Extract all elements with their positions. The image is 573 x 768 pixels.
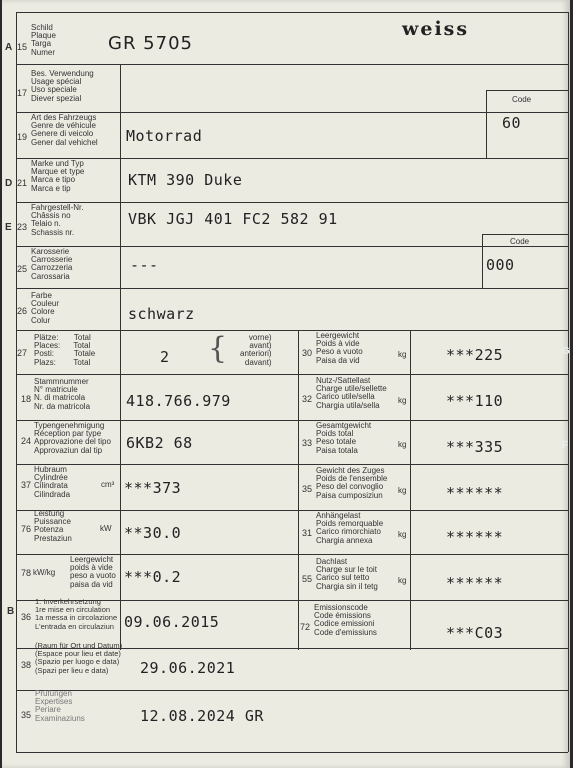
field-number: 17 (17, 88, 28, 98)
roof-load-value: ****** (446, 574, 504, 592)
plate-number: GR 5705 (108, 33, 193, 54)
train-weight-label: Gewicht des Zuges Poids de l'ensemble Peso del convoglio Paisa cumposiziun (316, 466, 388, 500)
grid-line (410, 330, 411, 650)
type-approval-label: Typengenehmigung Réception par type Approvazione del tipo Approvaziun dal tip (34, 421, 111, 455)
field-number: 23 (17, 222, 28, 232)
power-weight-unit: kW/kg (33, 568, 56, 577)
grid-line (120, 64, 121, 650)
color-value: schwarz (128, 305, 195, 323)
displacement-unit: cm³ (101, 480, 115, 489)
grid-line (16, 510, 568, 511)
field-number: 18 (21, 394, 32, 404)
field-number: 38 (21, 660, 32, 670)
field-number: 15 (17, 42, 28, 52)
grid-line (16, 12, 568, 13)
code-label: Code (512, 95, 532, 104)
field-number: 25 (17, 264, 28, 274)
special-use-label: Bes. Verwendung Usage spécial Uso speciale Diever spezial (31, 69, 94, 103)
master-number-label: Stammnummer N° matricule N. di matricola Nr. da matricola (34, 377, 91, 411)
roof-load-label: Dachlast Charge sur le toit Carico sul tetto Chargia sin il tetg (316, 557, 378, 591)
field-number: 55 (302, 574, 313, 584)
field-number: 21 (17, 178, 28, 188)
vehicle-kind-value: Motorrad (126, 127, 203, 145)
grid-line (16, 690, 568, 691)
body-code: 000 (486, 256, 515, 274)
payload-label: Nutz-/Sattellast Charge utile/sellette Carico utile/sella Chargia utila/sella (316, 376, 387, 410)
vehicle-registration-document (2, 0, 570, 768)
seats-value: 2 (160, 348, 170, 366)
plate-label: Schild Plaque Targa Numer (31, 23, 56, 57)
side-letter-f: F (562, 440, 569, 451)
power-weight-label: Leergewicht poids à vide peso a vuoto paisa da vid (70, 555, 116, 589)
inspections-value: 12.08.2024 GR (140, 707, 264, 725)
roof-load-unit: kg (398, 576, 407, 585)
trailer-load-label: Anhängelast Poids remorquable Carico rimorchiato Chargia annexa (316, 511, 384, 545)
vehicle-kind-label: Art des Fahrzeugs Genre de véhicule Genere di veicolo Gener dal vehichel (31, 113, 98, 147)
side-letter-b: B (7, 606, 15, 617)
field-number: 24 (21, 436, 32, 446)
power-label: Leistung Puissance Potenza Prestaziun (34, 509, 72, 543)
grid-line (16, 330, 568, 331)
grid-line (486, 90, 487, 158)
side-letter-d: D (5, 178, 13, 189)
field-number: 37 (21, 480, 32, 490)
body-value: --- (130, 256, 159, 274)
plate-color: weiss (402, 18, 470, 40)
payload-value: ***110 (446, 392, 504, 410)
color-label: Farbe Couleur Colore Colur (31, 291, 60, 325)
first-registration-value: 09.06.2015 (124, 613, 220, 631)
grid-line (568, 12, 569, 752)
power-value: **30.0 (124, 524, 182, 542)
curb-weight-unit: kg (398, 350, 407, 359)
field-number: 32 (302, 394, 313, 404)
grid-line (16, 158, 568, 159)
field-number: 72 (300, 622, 311, 632)
train-weight-value: ****** (446, 484, 504, 502)
grid-line (16, 64, 568, 65)
inspections-label: Prüfungen Expertises Periare Examinaziuns (35, 689, 85, 723)
curb-weight-value: ***225 (446, 346, 504, 364)
brace-symbol: { (208, 331, 228, 366)
grid-line (482, 234, 483, 288)
seats-front-label: vorne) avant) anteriori) davant) (240, 333, 272, 367)
field-number: 30 (302, 348, 313, 358)
field-number: 27 (17, 348, 28, 358)
field-number: 35 (302, 484, 313, 494)
trailer-load-value: ****** (446, 528, 504, 546)
master-number-value: 418.766.979 (126, 392, 231, 410)
displacement-value: ***373 (124, 479, 182, 497)
type-approval-value: 6KB2 68 (126, 434, 193, 452)
make-type-label: Marke und Typ Marque et type Marca e tipo Marca e tip (31, 159, 85, 193)
power-unit: kW (100, 524, 112, 533)
grid-line (486, 90, 568, 91)
field-number: 26 (17, 306, 28, 316)
grid-line (16, 246, 568, 247)
grid-line (16, 202, 568, 203)
first-registration-label: 1. Inverkehrsetzung 1re mise en circulation 1a messa in circolazione L'entrada en circulaziun (35, 597, 118, 631)
side-letter-a: A (5, 42, 13, 53)
emission-code-value: ***C03 (446, 624, 504, 642)
body-label: Karosserie Carrosserie Carrozzeria Carossaria (31, 247, 73, 281)
chassis-value: VBK JGJ 401 FC2 582 91 (128, 210, 338, 228)
field-number: 76 (21, 524, 32, 534)
field-number: 31 (302, 528, 313, 538)
field-number: 19 (17, 132, 28, 142)
payload-unit: kg (398, 396, 407, 405)
place-date-label: (Raum für Ort und Datum) (Espace pour lieu et date) (Spazio per luogo e data) (Spazi per lieu e data) (35, 641, 123, 675)
place-date-value: 29.06.2021 (140, 659, 236, 677)
vehicle-kind-code: 60 (502, 114, 522, 132)
side-letter-e: E (5, 222, 12, 233)
field-number: 33 (302, 438, 313, 448)
grid-line (482, 234, 568, 235)
gross-weight-value: ***335 (446, 438, 504, 456)
train-weight-unit: kg (398, 486, 407, 495)
grid-line (16, 464, 568, 465)
make-type-value: KTM 390 Duke (128, 171, 243, 189)
trailer-load-unit: kg (398, 530, 407, 539)
grid-line (16, 12, 17, 752)
field-number: 36 (21, 612, 32, 622)
side-letter-g: G (562, 346, 570, 357)
grid-line (16, 374, 568, 375)
curb-weight-label: Leergewicht Poids à vide Peso a vuoto Paisa da vid (316, 331, 363, 365)
grid-line (16, 752, 568, 753)
power-weight-value: ***0.2 (124, 568, 182, 586)
gross-weight-unit: kg (398, 440, 407, 449)
chassis-label: Fahrgestell-Nr. Châssis no Telaio n. Schassis nr. (31, 203, 84, 237)
grid-line (16, 288, 568, 289)
emission-code-label: Emissionscode Code émissions Codice emissioni Code d'emissiuns (314, 603, 377, 637)
gross-weight-label: Gesamtgewicht Poids total Peso totale Paisa totala (316, 421, 372, 455)
field-number: 35 (21, 710, 32, 720)
displacement-label: Hubraum Cylindrée Cilindrata Cilindrada (34, 465, 71, 499)
code-label: Code (510, 237, 530, 246)
field-number: 78 (21, 568, 32, 578)
seats-label: Plätze: Total Places: Total Posti: Totale Plazs: Total (34, 333, 96, 367)
grid-line (298, 330, 299, 650)
